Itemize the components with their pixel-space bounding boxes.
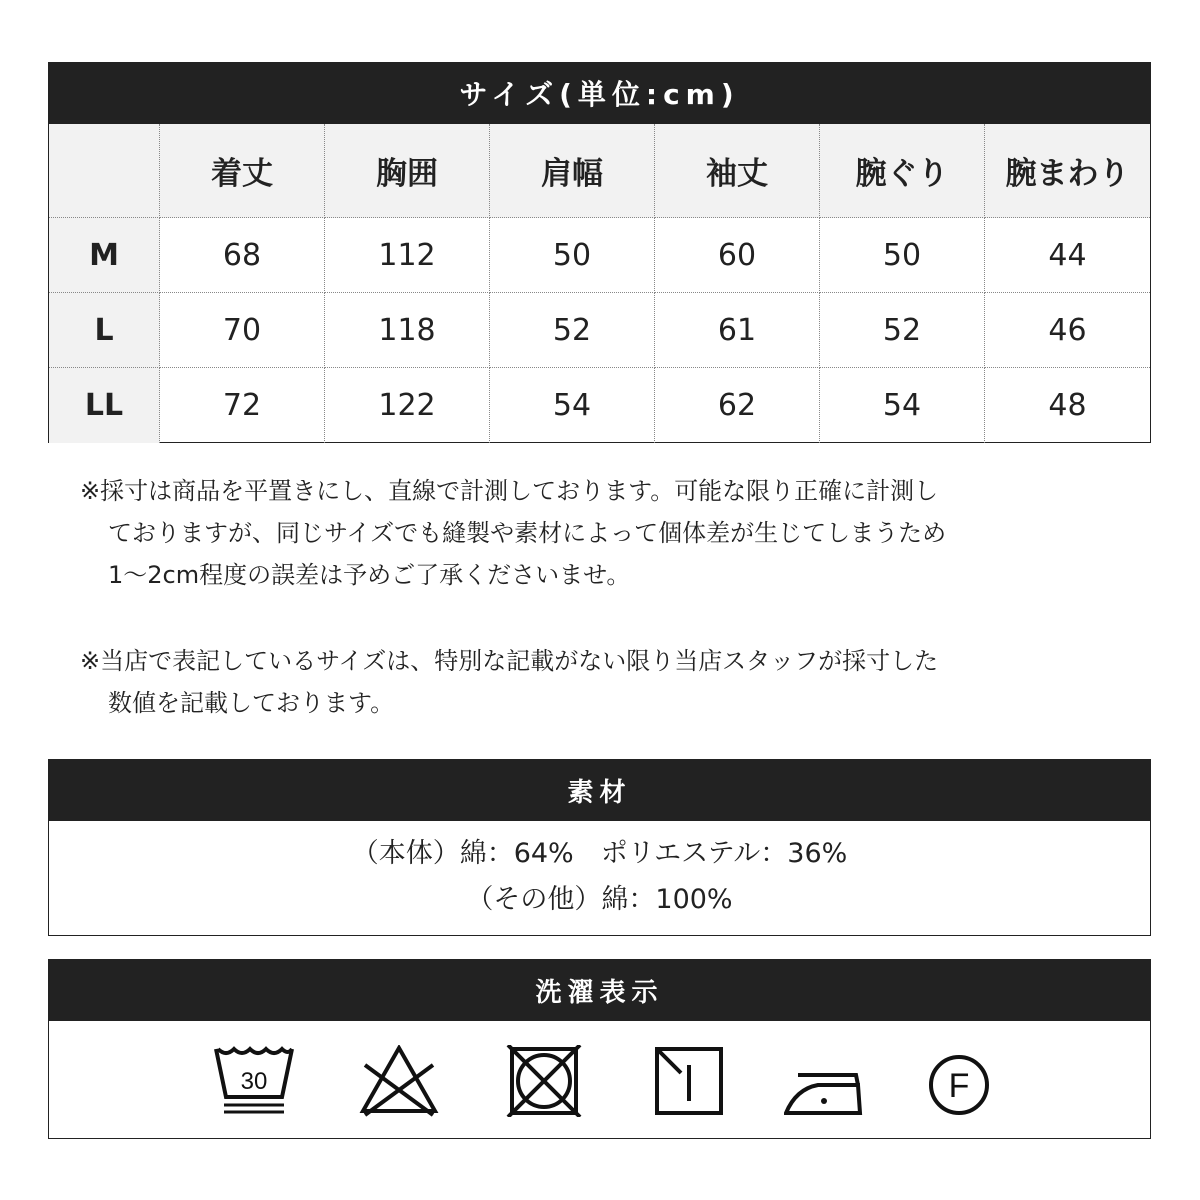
care-section-title xyxy=(48,959,1151,1021)
table-cell: 52 xyxy=(820,293,985,368)
table-cell: 62 xyxy=(655,368,820,443)
table-cell: 68 xyxy=(160,218,325,293)
column-header: 胸囲 xyxy=(325,124,490,218)
column-header: 腕まわり xyxy=(985,124,1150,218)
table-cell: 122 xyxy=(325,368,490,443)
table-cell: 50 xyxy=(820,218,985,293)
measurement-note xyxy=(80,470,1080,596)
no-bleach-icon xyxy=(359,1045,439,1117)
table-cell: 48 xyxy=(1048,388,1087,423)
wash-30-icon xyxy=(214,1045,294,1117)
row-header-size: L xyxy=(49,293,160,368)
row-header-size: M xyxy=(49,218,160,293)
row-header-size: LL xyxy=(49,368,160,443)
dry-clean-label: F xyxy=(948,1067,970,1105)
care-icons-box xyxy=(48,1021,1151,1139)
note-line: 数値を記載しております。 xyxy=(108,689,395,717)
care-section-title-text: 洗濯表示 xyxy=(535,977,664,1008)
table-cell: 52 xyxy=(490,293,655,368)
table-cell: 61 xyxy=(655,293,820,368)
dry-clean-f-icon xyxy=(919,1045,999,1117)
size-section-title-text: サイズ(単位:cm) xyxy=(459,78,740,111)
table-cell: 54 xyxy=(820,368,985,443)
column-header: 袖丈 xyxy=(655,124,820,218)
note-line: ておりますが、同じサイズでも縫製や素材によって個体差が生じてしまうため xyxy=(108,519,947,547)
table-cell: 118 xyxy=(325,293,490,368)
column-header: 腕ぐり xyxy=(820,124,985,218)
material-line: （その他）綿：100% xyxy=(466,884,733,915)
no-tumble-dry-icon xyxy=(504,1045,584,1117)
table-cell: 72 xyxy=(160,368,325,443)
size-table xyxy=(48,124,1151,443)
table-cell: 112 xyxy=(325,218,490,293)
size-note xyxy=(80,640,1080,724)
iron-low-icon xyxy=(784,1045,864,1117)
wash-temp-label: 30 xyxy=(240,1068,268,1095)
table-corner xyxy=(49,124,160,218)
material-box xyxy=(48,821,1151,936)
table-cell: 54 xyxy=(490,368,655,443)
column-header: 肩幅 xyxy=(490,124,655,218)
material-section-title-text: 素材 xyxy=(567,777,632,808)
material-line: （本体）綿：64% ポリエステル：36% xyxy=(351,838,848,869)
table-cell: 70 xyxy=(160,293,325,368)
line-dry-shade-icon xyxy=(649,1045,729,1117)
material-section-title xyxy=(48,759,1151,821)
note-line: 1～2cm程度の誤差は予めご了承くださいませ。 xyxy=(108,561,631,589)
size-section-title xyxy=(48,62,1151,124)
note-line: ※採寸は商品を平置きにし、直線で計測しております。可能な限り正確に計測し xyxy=(80,477,939,505)
table-cell: 46 xyxy=(985,293,1150,368)
column-header: 着丈 xyxy=(160,124,325,218)
table-cell: 50 xyxy=(490,218,655,293)
table-cell: 60 xyxy=(655,218,820,293)
note-line: ※当店で表記しているサイズは、特別な記載がない限り当店スタッフが採寸した xyxy=(80,647,939,675)
table-cell: 44 xyxy=(985,218,1150,293)
